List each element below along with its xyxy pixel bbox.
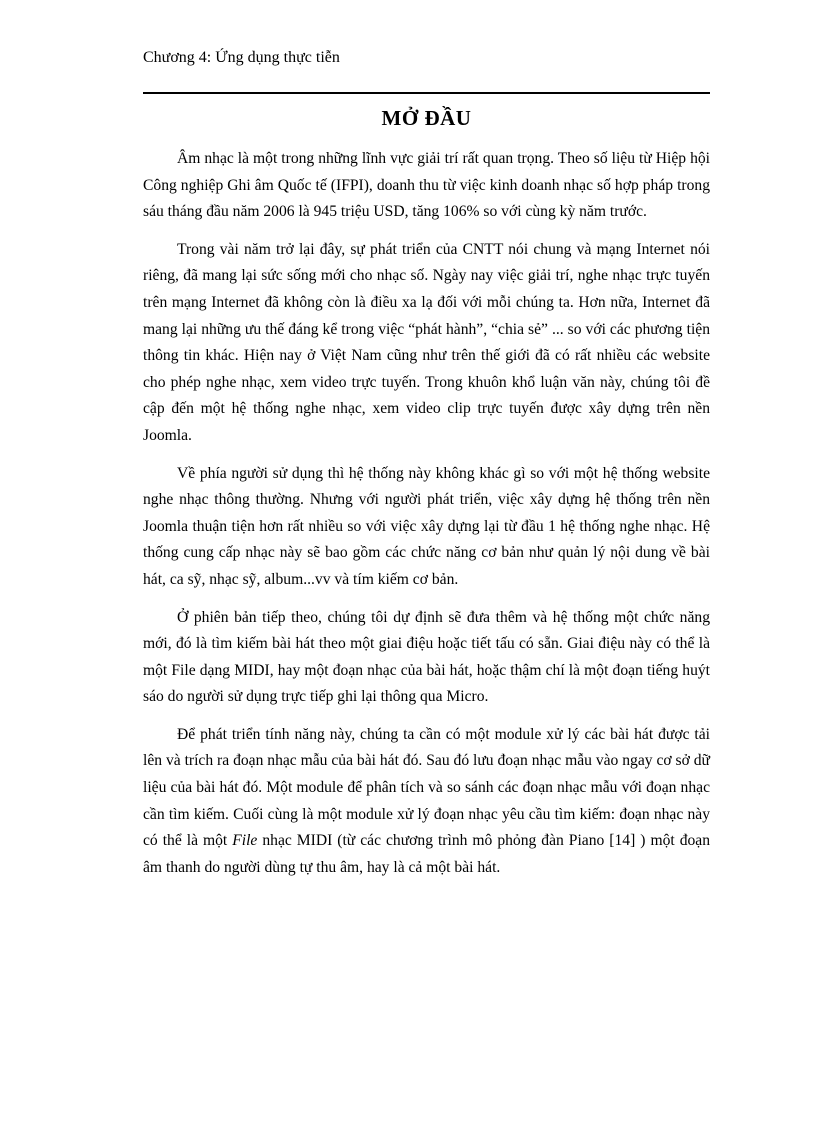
chapter-header: Chương 4: Ứng dụng thực tiễn bbox=[143, 49, 340, 66]
paragraph-5 bbox=[143, 722, 710, 882]
paragraph-5-text-before: Để phát triển tính năng này, chúng ta cần có một module xử lý các bài hát được tải lên và trích ra đoạn nhạc mẫu của bài hát đó. Sau đó lưu đoạn nhạc mẫu vào ngay cơ sở dữ liệu của bài hát đó. Một module để phân tích và so sánh các đoạn nhạc mẫu với đoạn nhạc cần tìm kiếm. Cuối cùng là một module xử lý đoạn nhạc yêu cầu tìm kiếm: đoạn nhạc này có thể là một bbox=[143, 725, 710, 850]
paragraph-2: Trong vài năm trở lại đây, sự phát triển của CNTT nói chung và mạng Internet nói riêng, đã mang lại sức sống mới cho nhạc số. Ngày nay việc giải trí, nghe nhạc trực tuyến trên mạng Internet đã không còn là điều xa lạ đối với mỗi chúng ta. Hơn nữa, Internet đã mang lại những ưu thế đáng kể trong việc “phát hành”, “chia sẻ” ... so với các phương tiện thông tin khác. Hiện nay ở Việt Nam cũng như trên thế giới đã có rất nhiều các website cho phép nghe nhạc, xem video trực tuyến. Trong khuôn khổ luận văn này, chúng tôi đề cập đến một hệ thống nghe nhạc, xem video clip trực tuyến được xây dựng trên nền Joomla. bbox=[143, 240, 710, 444]
paragraph-5-text-after: nhạc MIDI (từ các chương trình mô phỏng đàn Piano [14] ) một đoạn âm thanh do người dùng tự thu âm, hay là cả một bài hát. bbox=[143, 832, 711, 876]
body-text bbox=[143, 146, 710, 892]
header-divider bbox=[143, 92, 710, 94]
paragraph-1: Âm nhạc là một trong những lĩnh vực giải trí rất quan trọng. Theo số liệu từ Hiệp hội Công nghiệp Ghi âm Quốc tế (IFPI), doanh thu từ việc kinh doanh nhạc số hợp pháp trong sáu tháng đầu năm 2006 là 945 triệu USD, tăng 106% so với cùng kỳ năm trước. bbox=[143, 150, 710, 221]
page-title: MỞ ĐẦU bbox=[381, 106, 472, 130]
paragraph-5-italic-file: File bbox=[232, 832, 258, 850]
paragraph-3: Về phía người sử dụng thì hệ thống này không khác gì so với một hệ thống website nghe nhạc thông thường. Nhưng với người phát triển, việc xây dựng hệ thống trên nền Joomla thuận tiện hơn rất nhiều so với việc xây dựng lại từ đầu 1 hệ thống nghe nhạc. Hệ thống cung cấp nhạc này sẽ bao gồm các chức năng cơ bản như quản lý nội dung về bài hát, ca sỹ, nhạc sỹ, album...vv và tím kiếm cơ bản. bbox=[143, 464, 710, 588]
paragraph-4: Ở phiên bản tiếp theo, chúng tôi dự định sẽ đưa thêm và hệ thống một chức năng mới, đó là tìm kiếm bài hát theo một giai điệu hoặc tiết tấu có sẵn. Giai điệu này có thể là một File dạng MIDI, hay một đoạn nhạc của bài hát, hoặc thậm chí là một đoạn tiếng huýt sáo do người sử dụng trực tiếp ghi lại thông qua Micro. bbox=[143, 608, 710, 706]
